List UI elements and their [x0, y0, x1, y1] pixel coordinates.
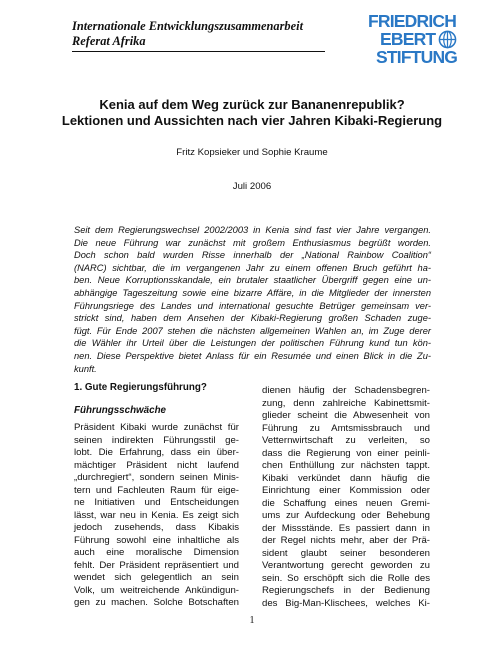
abstract-line: Doch schon bald wurden Risse innerhalb der „National Rainbow Coalition“	[74, 250, 431, 261]
department-header	[72, 19, 332, 52]
title-line-2: Lektionen und Aussichten nach vier Jahren Kibaki-Regierung	[61, 113, 443, 128]
body-line: der Missstände. Es passiert dann in	[262, 522, 430, 534]
logo-word-1: FRIEDRICH	[368, 11, 457, 31]
body-line: chen Enthüllung zur nächsten tappt.	[262, 460, 430, 471]
logo-word-3: STIFTUNG	[376, 47, 458, 67]
body-line: sein. So erschöpft sich die Rolle des	[262, 572, 430, 584]
abstract-line: kunft.	[74, 363, 97, 374]
abstract-line: fügt. Für Ende 2007 stehen die nächsten allgemeinen Wahlen an, im Zuge derer	[74, 325, 431, 336]
abstract-line: Die neue Führung war zunächst mit großem Enthusiasmus begrüßt worden.	[74, 237, 431, 248]
left-column	[74, 382, 239, 610]
body-line: auch eine moralische Dimension	[74, 547, 239, 558]
abstract-line: (NARC) sichtbar, die im vergangenen Jahr zu einem offenen Bruch geführt ha-	[74, 262, 431, 273]
body-line: fehlt. Der Präsident repräsentiert und	[74, 559, 239, 571]
body-line: ums zur Aufdeckung oder Behebung	[262, 510, 430, 521]
logo-word-2: EBERT	[380, 29, 436, 49]
body-line: Präsident Kibaki wurde zunächst für	[74, 422, 239, 433]
body-line: dass die Regierung von einer peinli-	[262, 447, 430, 459]
abstract-line: die Wähler ihr Urteil über die Leistungen der politischen Führung kund tun kön-	[74, 338, 431, 349]
abstract-line: Führungsriege des Landes und international gesuchte Betrüger gemeinsam ver-	[74, 300, 431, 311]
right-column	[262, 385, 430, 610]
body-line: dienen häufig der Schadensbegren-	[262, 385, 430, 396]
publication-date: Juli 2006	[232, 181, 272, 192]
abstract-line: strickt sind, haben dem Ansehen der Kibaki-Regierung großen Schaden zuge-	[74, 313, 431, 324]
body-line: seinen indirekten Führungsstil ge-	[74, 434, 239, 446]
body-line: „durchregiert“, sondern seinen Minis-	[74, 472, 239, 483]
body-line: Kibaki verkündet dann häufig die	[262, 472, 430, 484]
abstract-line: ben. Neue Korruptionsskandale, ein brutaler staatlicher Übergriff gegen eine un-	[74, 275, 431, 286]
abstract-line: Seit dem Regierungswechsel 2002/2003 in Kenia sind fast vier Jahre vergangen.	[74, 225, 431, 235]
document-title	[60, 97, 444, 129]
abstract	[74, 224, 431, 375]
body-line: lobt. Die Erfahrung, dass ein über-	[74, 447, 239, 458]
body-line: Einrichtung einer Kommission oder	[262, 485, 430, 496]
department-line-2: Referat Afrika	[72, 34, 146, 48]
globe-icon	[438, 30, 457, 49]
authors: Fritz Kopsieker und Sophie Kraume	[176, 147, 328, 158]
body-line: ne Initiativen und Entscheidungen	[74, 497, 239, 508]
body-line: Vetternwirtschaft zu verleiten, so	[262, 435, 430, 446]
page-number: 1	[249, 615, 255, 626]
body-line: Führung zu Amtsmissbrauch und	[262, 422, 430, 434]
section-heading: 1. Gute Regierungsführung?	[74, 382, 207, 393]
body-line: glieder scheint die Abwesenheit von	[262, 410, 430, 421]
body-line: Volk, um weitreichende Ankündigun-	[74, 584, 239, 596]
body-line: lässt, war neu in Kenia. Es zeigt sich	[74, 509, 239, 521]
body-line: der Regel nichts mehr, aber der Prä-	[262, 535, 430, 546]
abstract-line: abhängige Tageszeitung sowie eine bizarre Affäre, in die Mitglieder der innersten	[74, 287, 431, 298]
fes-logo	[368, 13, 486, 69]
abstract-line: nen. Diese Perspektive bietet Anlass für ein Resumée und einen Blick in die Zu-	[74, 350, 431, 361]
body-line: zung, denn zahlreiche Kabinettsmit-	[262, 397, 430, 409]
body-line: mächtiger Präsident nicht laufend	[74, 459, 239, 471]
subsection-heading: Führungsschwäche	[74, 404, 166, 416]
title-line-1: Kenia auf dem Weg zurück zur Bananenrepublik?	[99, 97, 405, 112]
body-line: Verantwortung gerecht geworden zu	[262, 560, 430, 571]
department-line-1: Internationale Entwicklungszusammenarbeit	[72, 19, 304, 33]
body-line: tern und Fachleuten Raum für eige-	[74, 484, 239, 496]
body-line: Führung sowohl eine inhaltliche als	[74, 534, 239, 546]
body-line: jedoch zusehends, dass Kibakis	[74, 522, 239, 533]
body-line: wendet sich gelegentlich an sein	[74, 572, 239, 583]
body-line: gen zu machen. Solche Botschaften	[74, 597, 239, 608]
body-line: Regierungschefs in der Bedienung	[262, 585, 430, 596]
body-line: des Big-Man-Klischees, welches Ki-	[262, 597, 430, 609]
body-line: die Schaffung eines neuen Gremi-	[262, 497, 430, 509]
header-rule	[72, 51, 325, 52]
body-line: sident glaubt seiner besonderen	[262, 547, 430, 559]
